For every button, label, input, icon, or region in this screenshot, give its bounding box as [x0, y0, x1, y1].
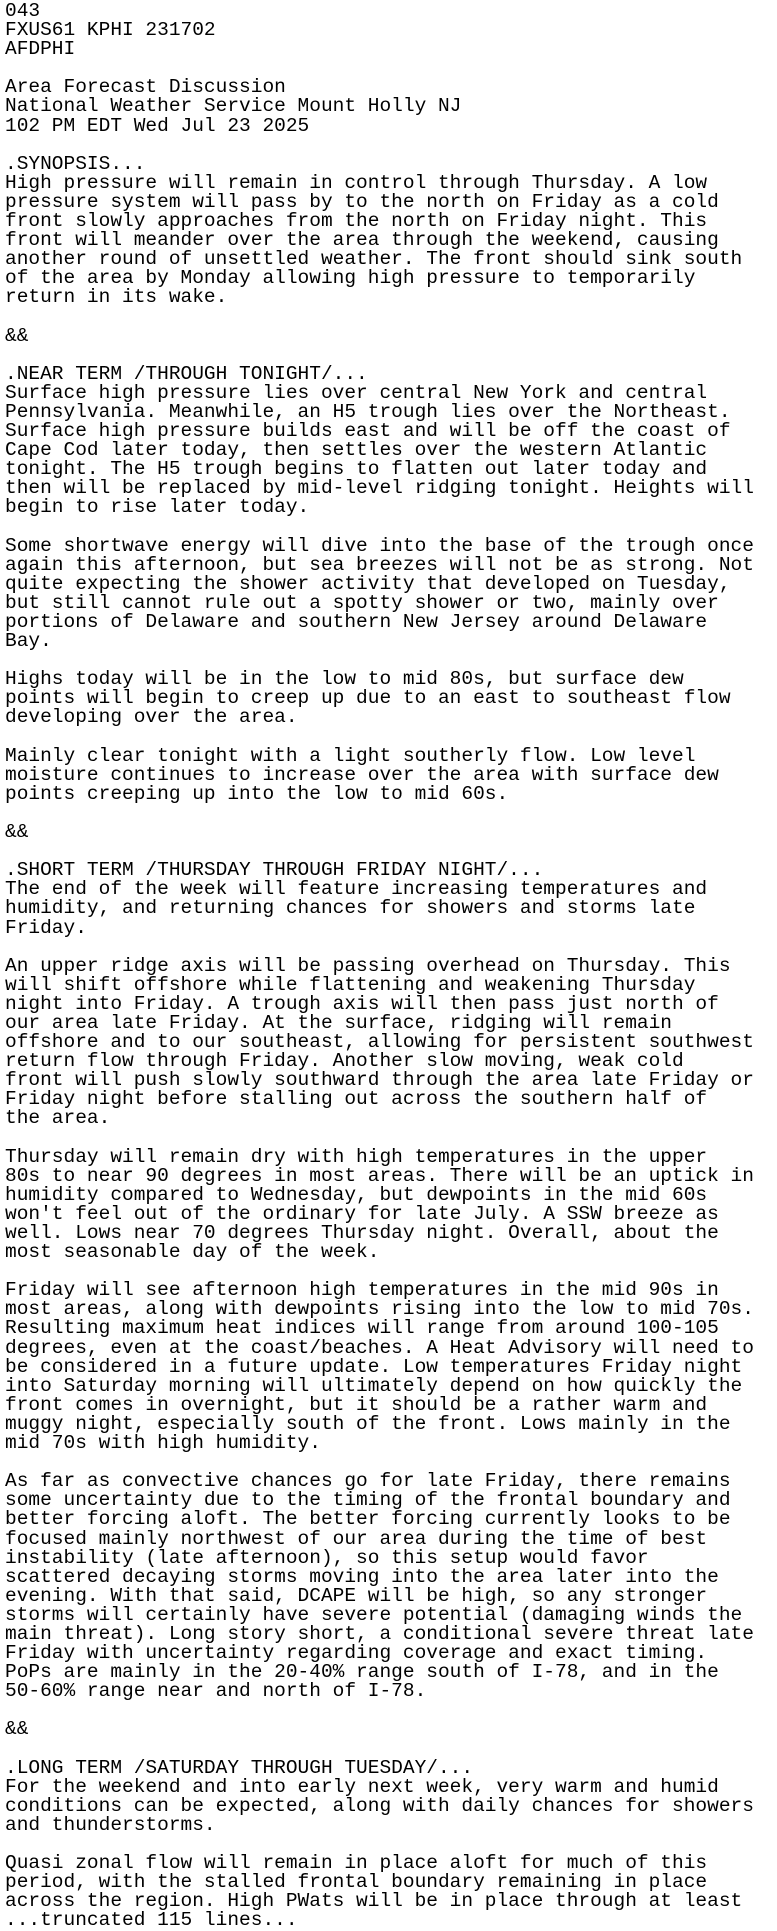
text-line: &&	[5, 324, 29, 347]
text-line: most areas, along with dewpoints rising into the low to mid 70s.	[5, 1298, 754, 1321]
text-line: .LONG TERM /SATURDAY THROUGH TUESDAY/...	[5, 1756, 474, 1779]
text-line: Friday night before stalling out across the southern half of	[5, 1088, 708, 1111]
text-line: quite expecting the shower activity that developed on Tuesday,	[5, 572, 731, 595]
text-line: of the area by Monday allowing high pressure to temporarily	[5, 267, 696, 290]
text-line: return in its wake.	[5, 286, 228, 309]
text-line	[5, 518, 777, 537]
text-line: Cape Cod later today, then settles over the western Atlantic	[5, 439, 708, 462]
text-line: front comes in overnight, but it should be a rather warm and	[5, 1393, 708, 1416]
text-line: &&	[5, 821, 29, 844]
text-line	[5, 1701, 777, 1720]
text-line: Surface high pressure lies over central New York and central	[5, 381, 708, 404]
text-line	[5, 346, 777, 365]
text-line: portions of Delaware and southern New Jersey around Delaware	[5, 611, 708, 633]
text-line: AFDPHI	[5, 38, 76, 61]
text-line: again this afternoon, but sea breezes will not be as strong. Not	[5, 553, 754, 576]
text-line: then will be replaced by mid-level ridging tonight. Heights will	[5, 477, 754, 500]
text-line: humidity, and returning chances for showers and storms late	[5, 897, 696, 920]
text-line: most seasonable day of the week.	[5, 1241, 380, 1264]
text-line	[5, 938, 777, 957]
text-line: will shift offshore while flattening and weakening Thursday	[5, 973, 696, 996]
text-line: main threat). Long story short, a conditional severe threat late	[5, 1622, 754, 1645]
text-line: .SHORT TERM /THURSDAY THROUGH FRIDAY NIGHT/...	[5, 859, 544, 882]
text-line	[5, 308, 777, 327]
text-line: .NEAR TERM /THROUGH TONIGHT/...	[5, 362, 368, 385]
text-line: mid 70s with high humidity.	[5, 1432, 321, 1455]
text-line	[5, 1740, 777, 1759]
text-line: For the weekend and into early next week, very warm and humid	[5, 1775, 719, 1798]
text-line: the area.	[5, 1107, 111, 1130]
text-line: Highs today will be in the low to mid 80s, but surface dew	[5, 668, 684, 691]
text-line: As far as convective chances go for late Friday, there remains	[5, 1470, 731, 1493]
text-line: tonight. The H5 trough begins to flatten out later today and	[5, 458, 708, 481]
text-line: across the region. High PWats will be in place through at least	[5, 1890, 743, 1913]
text-line: &&	[5, 1718, 29, 1741]
text-line: and thunderstorms.	[5, 1813, 216, 1836]
text-line: better forcing aloft. The better forcing currently looks to be	[5, 1508, 731, 1531]
text-line: return flow through Friday. Another slow moving, weak cold	[5, 1050, 684, 1073]
text-line: Bay.	[5, 630, 52, 653]
text-line: .SYNOPSIS...	[5, 152, 146, 175]
text-line: 102 PM EDT Wed Jul 23 2025	[5, 114, 310, 137]
text-line: another round of unsettled weather. The front should sink south	[5, 248, 743, 271]
text-line: front will meander over the area through the weekend, causing	[5, 229, 719, 252]
text-line: Thursday will remain dry with high temperatures in the upper	[5, 1145, 708, 1168]
text-line: points creeping up into the low to mid 60s.	[5, 782, 509, 805]
text-line: FXUS61 KPHI 231702	[5, 19, 216, 42]
text-line: Surface high pressure builds east and will be off the coast of	[5, 420, 731, 443]
text-line: 80s to near 90 degrees in most areas. There will be an uptick in	[5, 1164, 754, 1187]
text-line: National Weather Service Mount Holly NJ	[5, 95, 462, 118]
text-line: humidity compared to Wednesday, but dewpoints in the mid 60s	[5, 1183, 708, 1206]
text-line: Quasi zonal flow will remain in place aloft for much of this	[5, 1852, 708, 1875]
text-line: Resulting maximum heat indices will range from around 100-105	[5, 1317, 719, 1340]
text-line: pressure system will pass by to the north on Friday as a cold	[5, 190, 719, 213]
text-line: some uncertainty due to the timing of the frontal boundary and	[5, 1489, 731, 1512]
text-line: instability (late afternoon), so this setup would favor	[5, 1546, 649, 1569]
text-line: storms will certainly have severe potential (damaging winds the	[5, 1603, 743, 1626]
text-line: well. Lows near 70 degrees Thursday night. Overall, about the	[5, 1222, 719, 1244]
text-line: ...truncated 115 lines...	[5, 1909, 298, 1931]
text-line: muggy night, especially south of the front. Lows mainly in the	[5, 1412, 731, 1435]
text-line: offshore and to our southeast, allowing for persistent southwest	[5, 1031, 754, 1054]
text-line: Pennsylvania. Meanwhile, an H5 trough lies over the Northeast.	[5, 400, 731, 423]
text-line: Friday with uncertainty regarding coverage and exact timing.	[5, 1642, 708, 1665]
text-line: front slowly approaches from the north on Friday night. This	[5, 210, 708, 233]
text-line: won't feel out of the ordinary for late July. A SSW breeze as	[5, 1202, 719, 1225]
text-line: but still cannot rule out a spotty shower or two, mainly over	[5, 591, 719, 614]
text-line: Friday will see afternoon high temperatures in the mid 90s in	[5, 1279, 719, 1302]
text-line: begin to rise later today.	[5, 496, 310, 519]
text-line: PoPs are mainly in the 20-40% range south of I-78, and in the	[5, 1661, 719, 1684]
text-line: 043	[5, 0, 41, 22]
text-line	[5, 804, 777, 823]
text-line: High pressure will remain in control through Thursday. A low	[5, 171, 708, 194]
text-line: moisture continues to increase over the area with surface dew	[5, 763, 719, 786]
text-line: degrees, even at the coast/beaches. A Heat Advisory will need to	[5, 1336, 754, 1359]
text-line: Area Forecast Discussion	[5, 76, 286, 99]
text-line: focused mainly northwest of our area during the time of best	[5, 1527, 708, 1550]
text-line: into Saturday morning will ultimately depend on how quickly the	[5, 1374, 743, 1397]
text-line: 50-60% range near and north of I-78.	[5, 1680, 427, 1703]
text-line	[5, 728, 777, 747]
text-line: points will begin to creep up due to an east to southeast flow	[5, 687, 731, 710]
text-line	[5, 136, 777, 155]
text-line: period, with the stalled frontal boundary remaining in place	[5, 1871, 708, 1894]
text-line: front will push slowly southward through the area late Friday or	[5, 1069, 754, 1092]
text-line: our area late Friday. At the surface, ridging will remain	[5, 1011, 673, 1034]
text-line: The end of the week will feature increasing temperatures and	[5, 878, 708, 901]
text-line: An upper ridge axis will be passing overhead on Thursday. This	[5, 954, 731, 977]
text-line: Some shortwave energy will dive into the base of the trough once	[5, 534, 754, 557]
text-line: conditions can be expected, along with daily chances for showers	[5, 1794, 754, 1817]
text-line: Mainly clear tonight with a light southerly flow. Low level	[5, 744, 696, 767]
text-line: evening. With that said, DCAPE will be high, so any stronger	[5, 1584, 708, 1607]
text-line	[5, 1129, 777, 1148]
text-line: be considered in a future update. Low temperatures Friday night	[5, 1355, 743, 1378]
text-line: night into Friday. A trough axis will then pass just north of	[5, 992, 719, 1015]
text-line: scattered decaying storms moving into the area later into the	[5, 1565, 719, 1588]
text-line: developing over the area.	[5, 706, 298, 729]
text-line: Friday.	[5, 916, 87, 939]
